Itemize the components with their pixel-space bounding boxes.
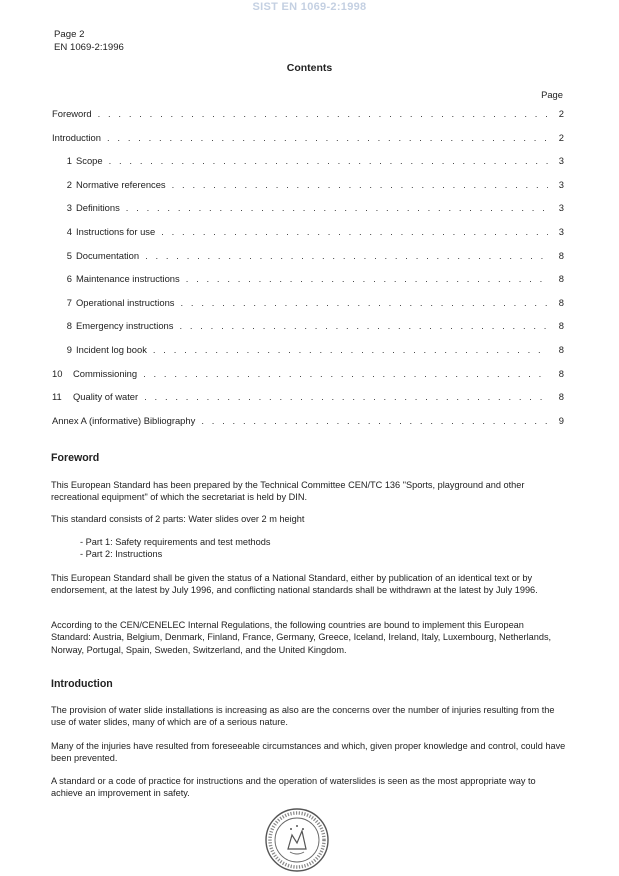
watermark: SIST EN 1069-2:1998 — [252, 1, 367, 13]
document-id: EN 1069-2:1996 — [54, 42, 124, 53]
foreword-heading: Foreword — [51, 452, 100, 464]
toc-leader-dots — [161, 226, 548, 238]
institute-seal-icon — [264, 807, 330, 873]
toc-entry-title: Introduction — [52, 131, 101, 143]
toc-entry-number: 9 — [66, 343, 72, 355]
toc-entry-number: 7 — [66, 296, 72, 308]
list-item: - Part 2: Instructions — [80, 549, 163, 560]
toc-entry-title: Incident log book — [76, 343, 147, 355]
foreword-paragraph-1: This European Standard has been prepared by the Technical Committee CEN/TC 136 "Sports, playground and other recreational equipment" of which the secretariat is held by DIN. — [51, 480, 525, 503]
toc-entry-title: Maintenance instructions — [76, 273, 180, 285]
toc-entry-page: 3 — [558, 155, 564, 167]
toc-entry-title: Quality of water — [73, 391, 139, 403]
toc-entry — [52, 415, 564, 439]
toc-entry-number: 2 — [66, 178, 72, 190]
toc-entry-page: 8 — [558, 391, 564, 403]
toc-entry-title: Instructions for use — [76, 225, 156, 237]
toc-entry-number: 8 — [66, 320, 72, 332]
toc-leader-dots — [107, 132, 548, 144]
toc-entry — [52, 344, 564, 368]
toc-entry-page: 8 — [558, 343, 564, 355]
table-of-contents — [52, 108, 564, 438]
toc-entry — [52, 202, 564, 226]
toc-entry-number: 4 — [66, 225, 72, 237]
toc-entry-title: Scope — [76, 155, 103, 167]
toc-entry-title: Annex A (informative) Bibliography — [52, 414, 196, 426]
toc-leader-dots — [153, 344, 548, 356]
introduction-paragraph-3: A standard or a code of practice for instructions and the operation of waterslides is seen as the most appropriate way to achieve an improvement in safety. — [51, 776, 536, 799]
toc-leader-dots — [144, 391, 548, 403]
foreword-paragraph-3: This European Standard shall be given the status of a National Standard, either by publication of an identical text or by endorsement, at the latest by July 1996, and conflicting national standards shall be withdrawn at the latest by July 1996. — [51, 573, 538, 596]
introduction-heading: Introduction — [51, 678, 113, 690]
toc-leader-dots — [145, 250, 548, 262]
page-column-label: Page — [541, 89, 563, 100]
toc-leader-dots — [143, 368, 548, 380]
toc-entry-title: Documentation — [76, 249, 140, 261]
toc-leader-dots — [98, 108, 548, 120]
toc-entry — [52, 250, 564, 274]
toc-entry — [52, 320, 564, 344]
toc-leader-dots — [181, 297, 549, 309]
toc-entry-page: 3 — [558, 225, 564, 237]
toc-entry-page: 2 — [558, 108, 564, 119]
toc-entry — [52, 155, 564, 179]
toc-entry — [52, 297, 564, 321]
toc-leader-dots — [186, 273, 548, 285]
page-header — [54, 28, 124, 54]
toc-entry-page: 8 — [558, 367, 564, 379]
toc-entry — [52, 132, 564, 156]
toc-entry-page: 8 — [558, 273, 564, 285]
toc-entry-number: 6 — [66, 273, 72, 285]
introduction-paragraph-1: The provision of water slide installations is increasing as also are the concerns over the number of injuries resulting from the use of water slides, many of which are of a serious nature. — [51, 705, 555, 728]
foreword-paragraph-2: This standard consists of 2 parts: Water slides over 2 m height — [51, 514, 305, 524]
toc-entry-title: Definitions — [76, 202, 120, 214]
toc-entry — [52, 273, 564, 297]
toc-leader-dots — [126, 202, 548, 214]
toc-entry-page: 8 — [558, 320, 564, 332]
list-item: - Part 1: Safety requirements and test methods — [80, 537, 271, 547]
toc-entry — [52, 368, 564, 392]
toc-entry — [52, 226, 564, 250]
toc-entry-page: 8 — [558, 249, 564, 261]
toc-entry-page: 2 — [558, 131, 564, 143]
toc-entry-number: 5 — [66, 249, 72, 261]
introduction-paragraph-2: Many of the injuries have resulted from foreseeable circumstances and which, given proper knowledge and control, could have been prevented. — [51, 741, 566, 764]
toc-leader-dots — [179, 320, 548, 332]
toc-entry-number: 11 — [52, 391, 62, 403]
contents-title: Contents — [286, 62, 333, 74]
toc-leader-dots — [109, 155, 548, 167]
toc-entry-page: 9 — [558, 414, 564, 426]
foreword-paragraph-4: According to the CEN/CENELEC Internal Regulations, the following countries are bound to implement this European Standard: Austria, Belgium, Denmark, Finland, France, Germany, Greece, Iceland, Ireland, Italy, Luxembourg, Netherlands, Norway, Portugal, Spain, Sweden, Switzerland, and the United Kingdom. — [51, 620, 552, 655]
parts-list — [80, 536, 270, 561]
toc-entry — [52, 391, 564, 415]
toc-entry-page: 3 — [558, 178, 564, 190]
page-number: Page 2 — [54, 29, 85, 40]
toc-entry-page: 3 — [558, 202, 564, 214]
toc-leader-dots — [172, 179, 548, 191]
toc-entry-number: 3 — [66, 202, 72, 214]
toc-entry-title: Foreword — [52, 108, 92, 119]
toc-entry-page: 8 — [558, 296, 564, 308]
toc-leader-dots — [201, 415, 548, 427]
toc-entry-title: Commissioning — [73, 367, 138, 379]
toc-entry-title: Emergency instructions — [76, 320, 174, 332]
toc-entry — [52, 108, 564, 132]
toc-entry-title: Normative references — [76, 178, 166, 190]
toc-entry-number: 1 — [66, 155, 72, 167]
toc-entry-number: 10 — [52, 367, 63, 379]
toc-entry-title: Operational instructions — [76, 296, 175, 308]
toc-entry — [52, 179, 564, 203]
